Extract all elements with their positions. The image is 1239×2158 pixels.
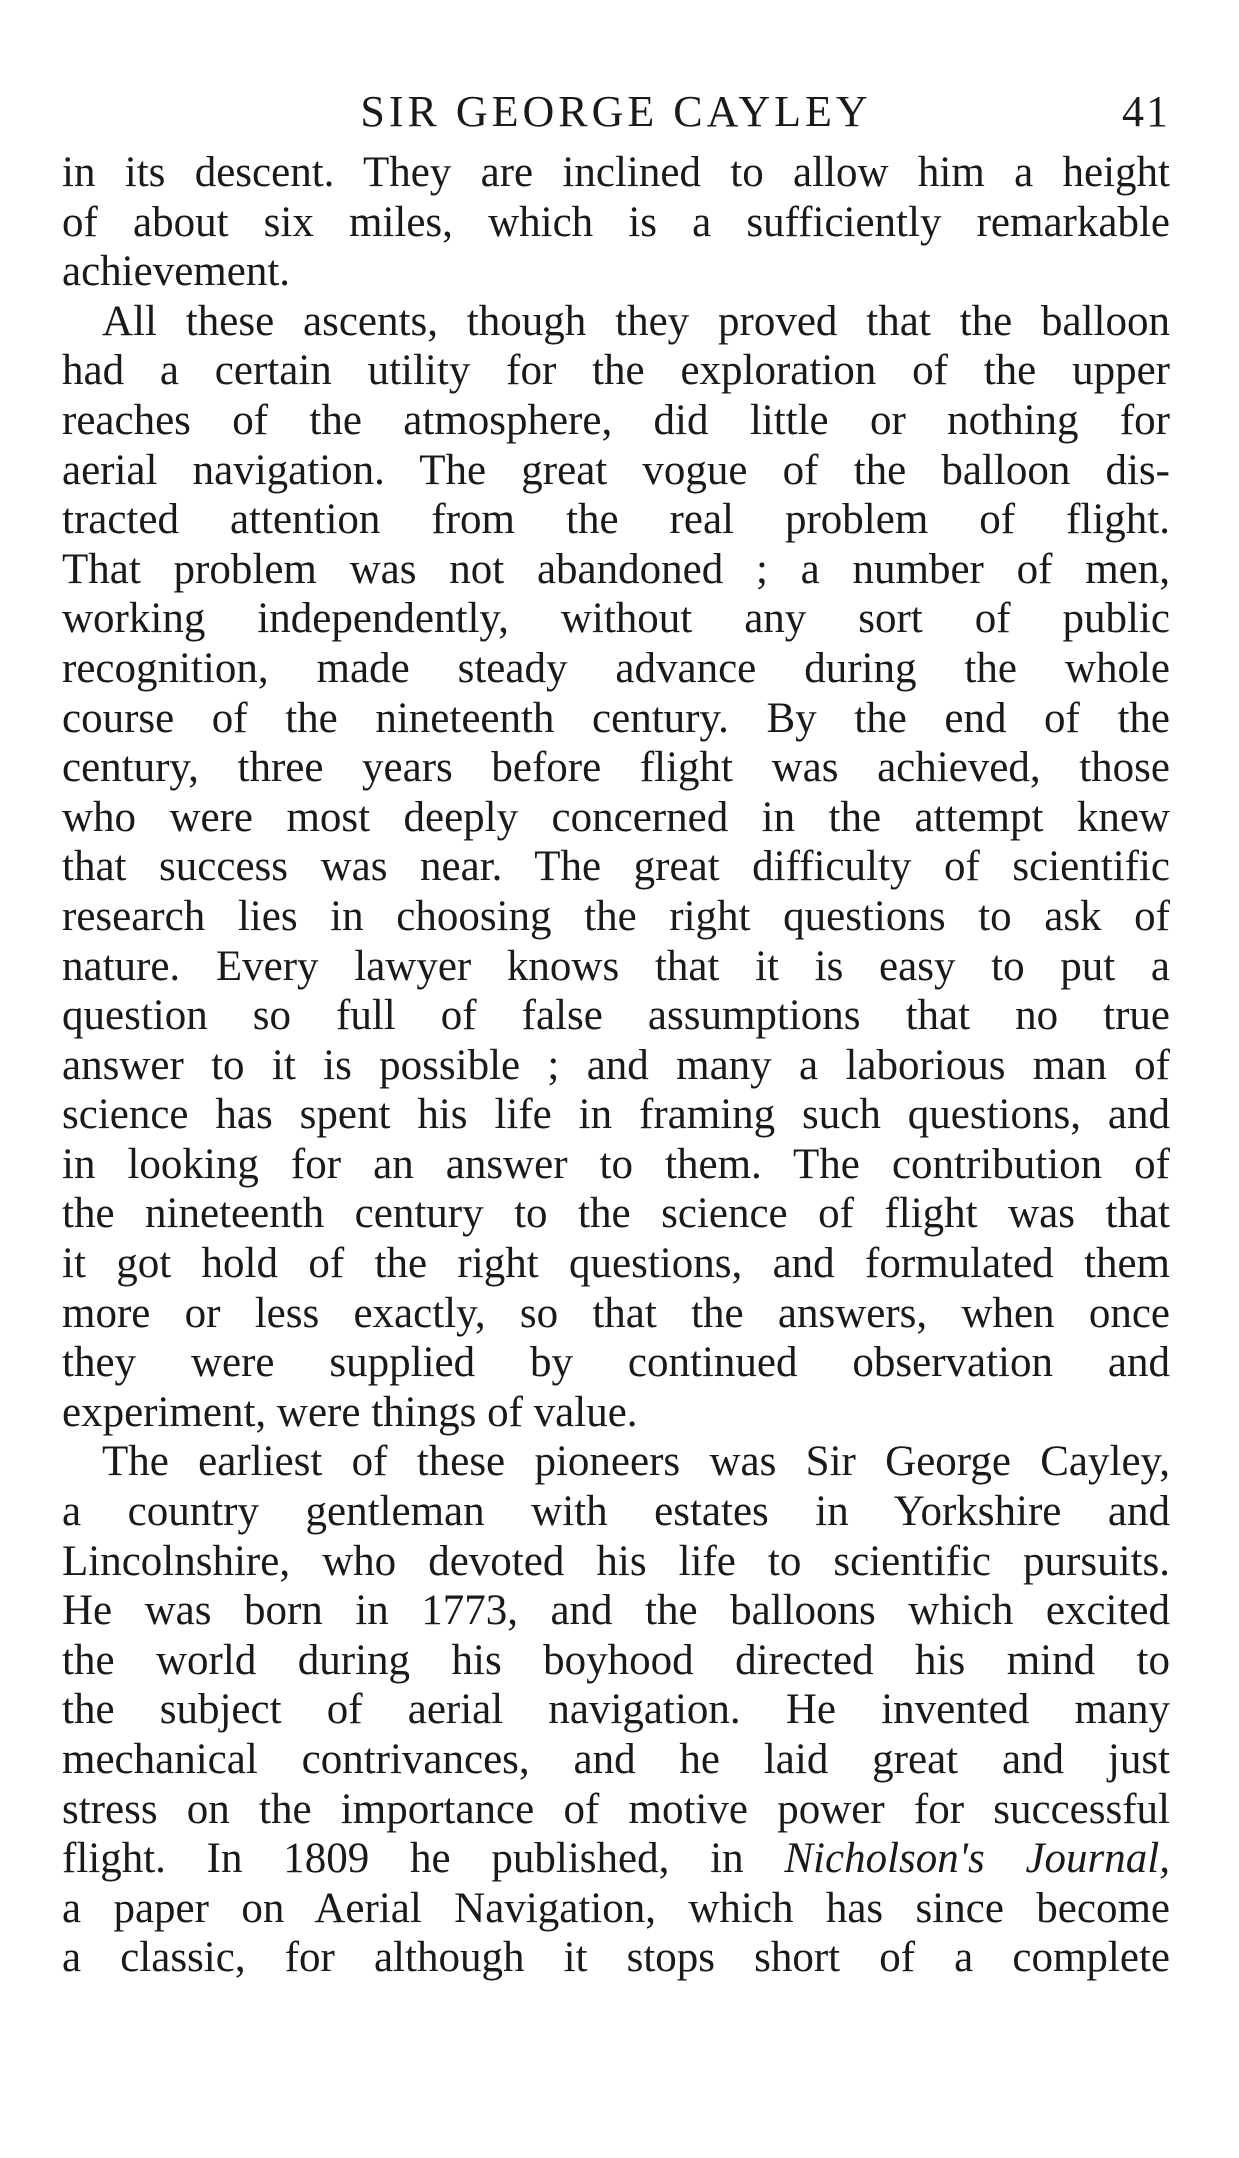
body-text: [62, 148, 1170, 1983]
text-line: Lincolnshire, who devoted his life to scientific pursuits.: [62, 1537, 1170, 1585]
text-run: flight. In 1809 he published, in: [62, 1835, 785, 1883]
text-line: He was born in 1773, and the balloons which excited: [62, 1587, 1170, 1635]
paragraph-2: [62, 297, 1170, 1438]
text-line-with-citation: [62, 1834, 1170, 1884]
text-line: That problem was not abandoned ; a number of men,: [62, 545, 1170, 593]
text-line: a paper on Aerial Navigation, which has since become: [62, 1884, 1170, 1932]
text-line: the nineteenth century to the science of flight was that: [62, 1190, 1170, 1238]
text-line: stress on the importance of motive power for successful: [62, 1785, 1170, 1833]
text-line: All these ascents, though they proved that the balloon: [102, 297, 1170, 345]
text-line: tracted attention from the real problem of flight.: [62, 496, 1170, 544]
text-line: more or less exactly, so that the answers, when once: [62, 1289, 1170, 1337]
text-line: that success was near. The great difficulty of scientific: [62, 843, 1170, 891]
book-page: [62, 80, 1170, 1983]
text-line: the subject of aerial navigation. He invented many: [62, 1686, 1170, 1734]
text-line: answer to it is possible ; and many a laborious man of: [62, 1041, 1170, 1089]
text-line: experiment, were things of value.: [62, 1388, 638, 1436]
text-line: they were supplied by continued observation and: [62, 1339, 1170, 1387]
text-line: it got hold of the right questions, and formulated them: [62, 1240, 1170, 1288]
text-line: a country gentleman with estates in Yorkshire and: [62, 1488, 1170, 1536]
text-line: research lies in choosing the right questions to ask of: [62, 892, 1170, 940]
text-line: the world during his boyhood directed his mind to: [62, 1636, 1170, 1684]
page-number: 41: [1122, 87, 1170, 136]
journal-title: Nicholson's Journal,: [784, 1835, 1170, 1883]
text-line: in looking for an answer to them. The contribution of: [62, 1140, 1170, 1188]
text-line: aerial navigation. The great vogue of the balloon dis-: [62, 446, 1170, 494]
running-title: SIR GEORGE CAYLEY: [360, 87, 872, 136]
text-line: who were most deeply concerned in the attempt knew: [62, 793, 1170, 841]
text-line: question so full of false assumptions that no true: [62, 992, 1170, 1040]
text-line: had a certain utility for the exploration of the upper: [62, 347, 1170, 395]
running-head: [62, 80, 1170, 144]
text-line: science has spent his life in framing such questions, and: [62, 1091, 1170, 1139]
paragraph-1: [62, 148, 1170, 297]
text-line: mechanical contrivances, and he laid great and just: [62, 1736, 1170, 1783]
text-line: nature. Every lawyer knows that it is easy to put a: [62, 942, 1170, 990]
text-line: of about six miles, which is a sufficiently remarkable: [62, 198, 1170, 246]
text-line: course of the nineteenth century. By the end of the: [62, 694, 1170, 742]
paragraph-3: [62, 1437, 1170, 1983]
text-line: century, three years before flight was achieved, those: [62, 744, 1170, 792]
text-line: a classic, for although it stops short of a complete: [62, 1934, 1170, 1982]
text-line: reaches of the atmosphere, did little or nothing for: [62, 396, 1170, 444]
text-line: in its descent. They are inclined to allow him a height: [62, 149, 1170, 196]
text-line: recognition, made steady advance during the whole: [62, 644, 1170, 692]
text-line: The earliest of these pioneers was Sir George Cayley,: [102, 1438, 1170, 1486]
text-line: working independently, without any sort of public: [62, 595, 1170, 643]
text-line: achievement.: [62, 248, 291, 296]
